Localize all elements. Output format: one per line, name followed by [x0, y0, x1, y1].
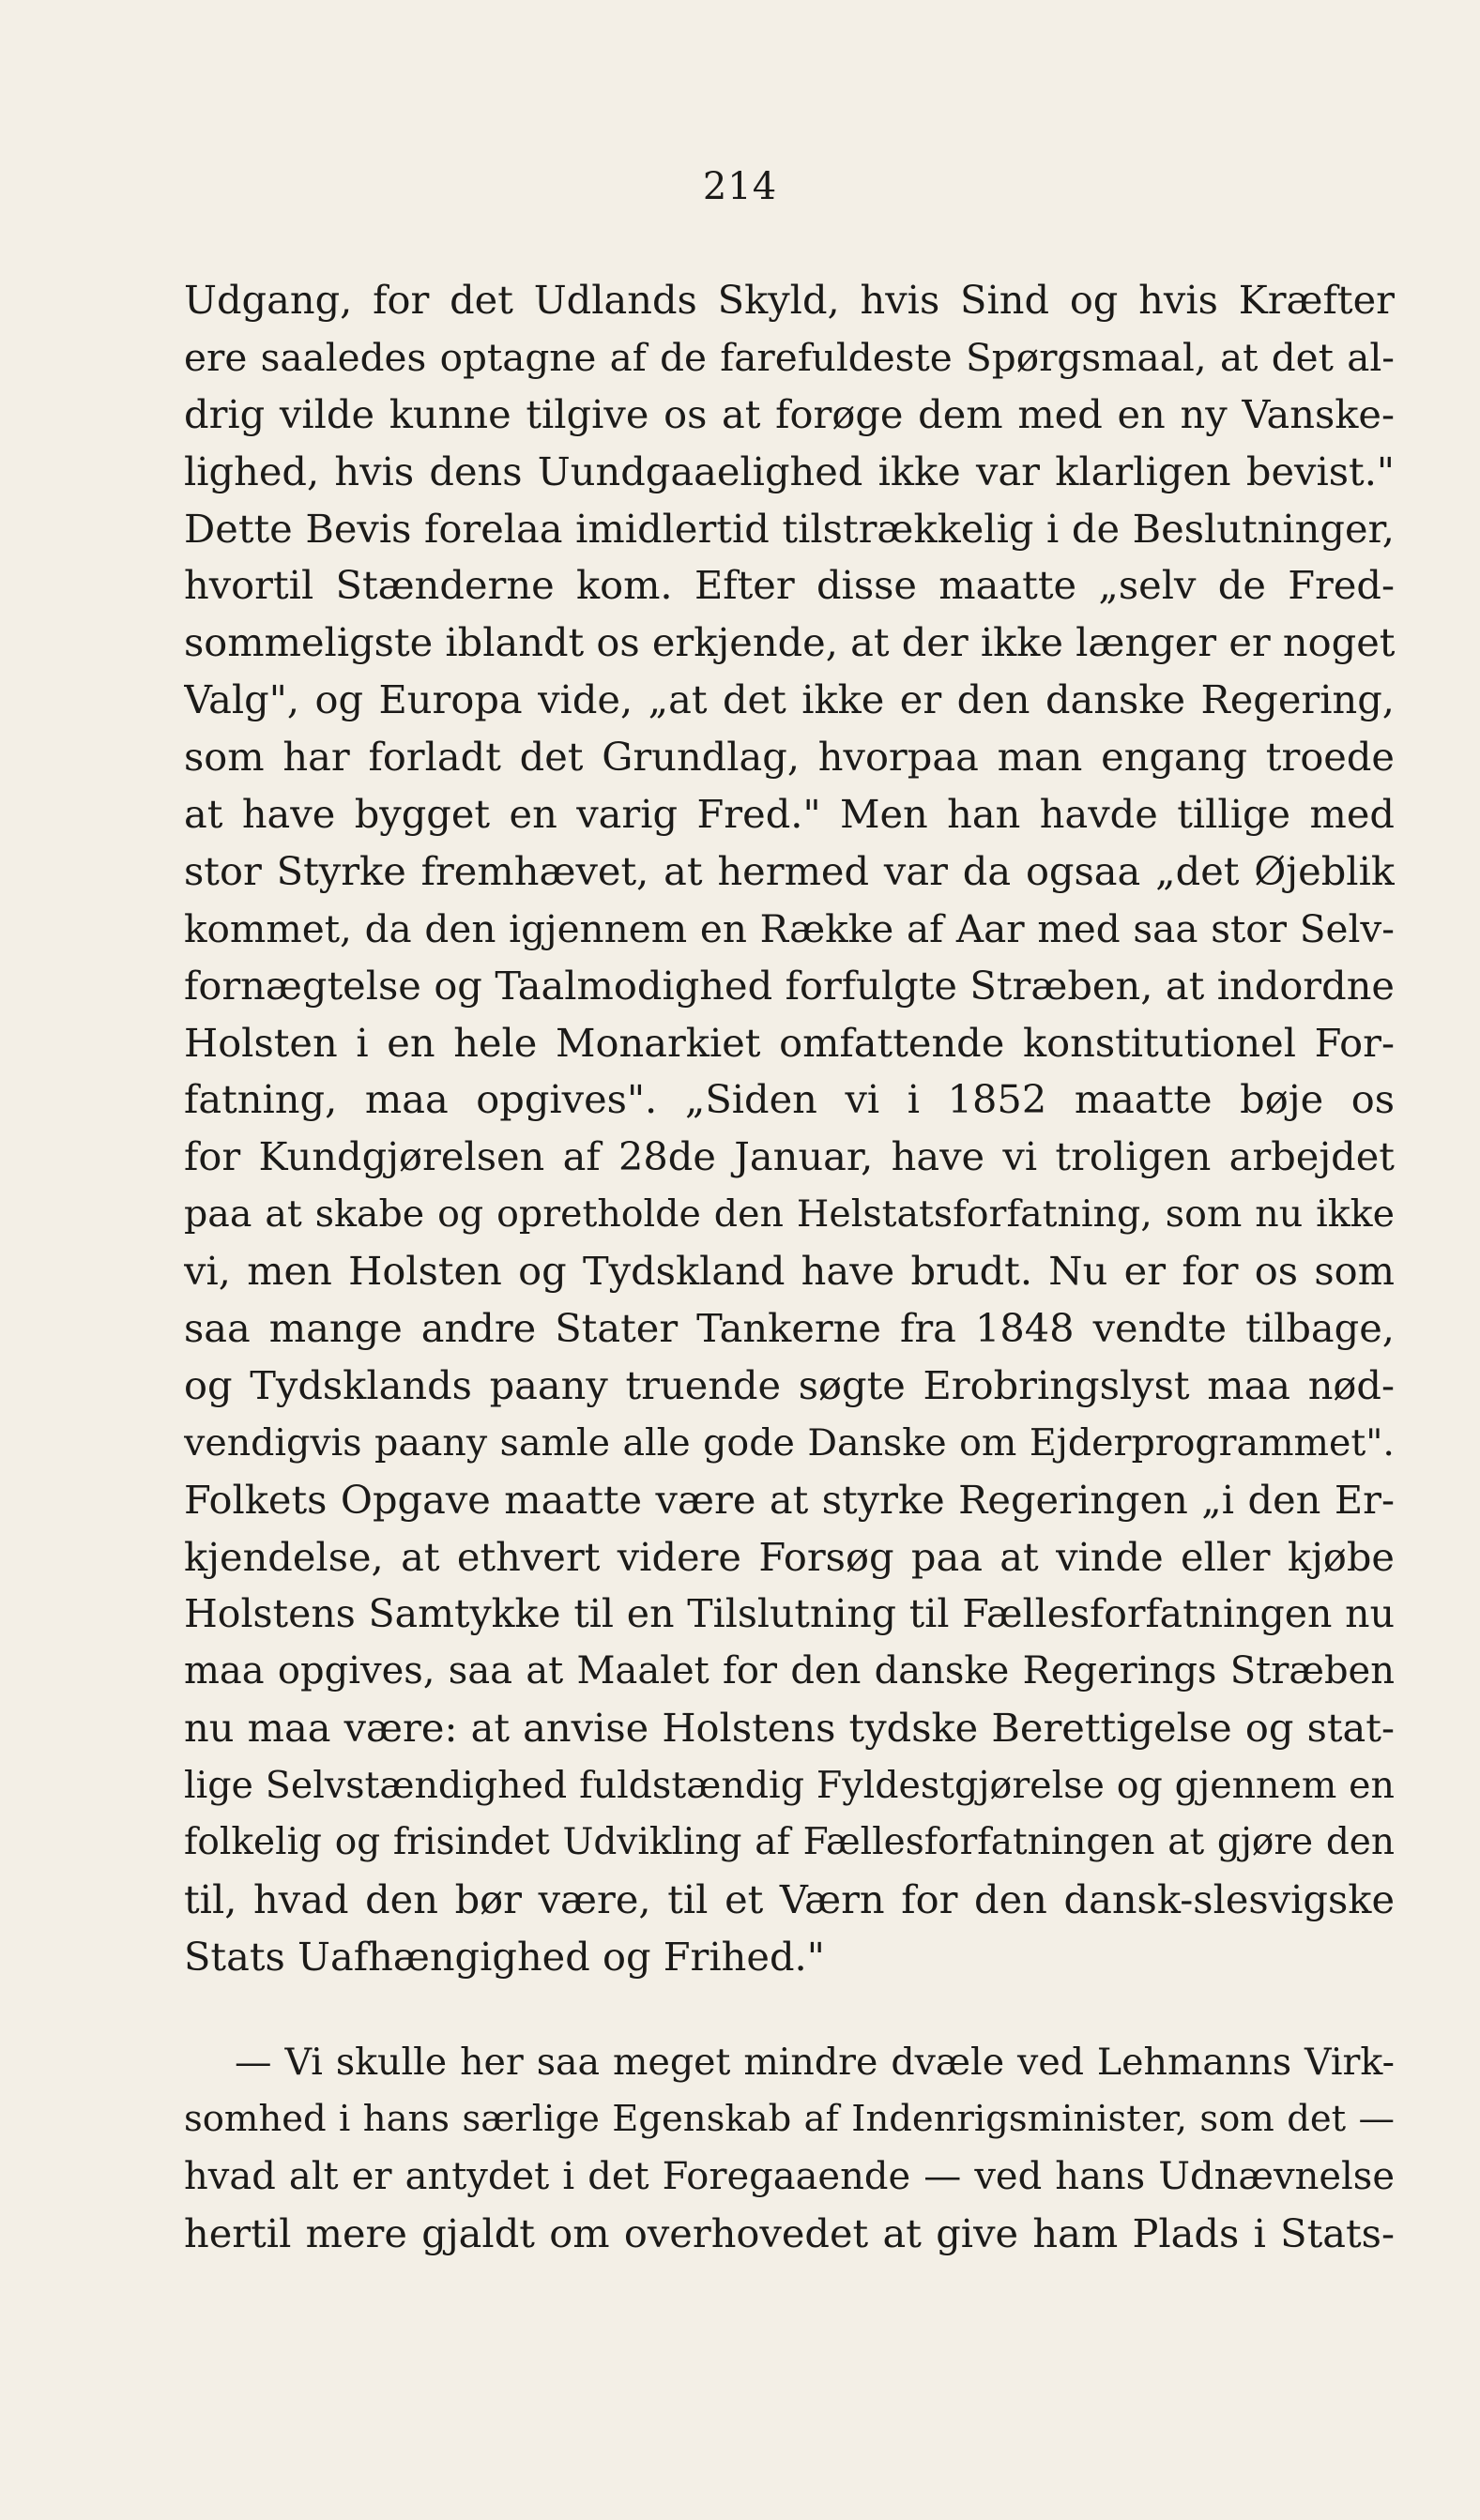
- text-line: folkelig og frisindet Udvikling af Fællesforfatningen at gjøre den: [184, 1821, 1395, 1864]
- text-line: som har forladt det Grundlag, hvorpaa man engang troede: [184, 734, 1395, 781]
- text-line: lige Selvstændighed fuldstændig Fyldestgjørelse og gjennem en: [184, 1764, 1395, 1808]
- text-line: kjendelse, at ethvert videre Forsøg paa at vinde eller kjøbe: [184, 1533, 1395, 1580]
- text-line: ere saaledes optagne af de farefuldeste Spørgsmaal, at det al-: [184, 334, 1395, 380]
- paragraph-2: [184, 2034, 1395, 2263]
- text-line: nu maa være: at anvise Holstens tydske Berettigelse og stat-: [184, 1705, 1395, 1752]
- text-line: fatning, maa opgives". „Siden vi i 1852 maatte bøje os: [184, 1076, 1395, 1123]
- text-line: sommeligste iblandt os erkjende, at der ikke længer er noget: [184, 619, 1395, 666]
- text-line: Dette Bevis forelaa imidlertid tilstrækkelig i de Beslutninger,: [184, 505, 1395, 552]
- text-line: Stats Uafhængighed og Frihed.": [184, 1933, 825, 1980]
- text-line: — Vi skulle her saa meget mindre dvæle ved Lehmanns Virk-: [235, 2041, 1395, 2084]
- text-line: Holstens Samtykke til en Tilslutning til Fællesforfatningen nu: [184, 1591, 1395, 1637]
- text-line: fornægtelse og Taalmodighed forfulgte Stræben, at indordne: [184, 962, 1395, 1009]
- text-line: vi, men Holsten og Tydskland have brudt. Nu er for os som: [184, 1248, 1395, 1295]
- text-line: lighed, hvis dens Uundgaaelighed ikke var klarligen bevist.": [184, 448, 1395, 494]
- paragraph-1: [184, 272, 1395, 1986]
- text-line: hvad alt er antydet i det Foregaaende — ved hans Udnævnelse: [184, 2154, 1395, 2198]
- text-line: Folkets Opgave maatte være at styrke Regeringen „i den Er-: [184, 1476, 1395, 1523]
- text-line: for Kundgjørelsen af 28de Januar, have vi troligen arbejdet: [184, 1133, 1395, 1180]
- text-line: stor Styrke fremhævet, at hermed var da ogsaa „det Øjeblik: [184, 847, 1395, 894]
- text-line: vendigvis paany samle alle gode Danske om Ejderprogrammet".: [184, 1420, 1395, 1465]
- text-line: somhed i hans særlige Egenskab af Indenrigsminister, som det —: [184, 2097, 1395, 2140]
- text-line: maa opgives, saa at Maalet for den danske Regerings Stræben: [184, 1649, 1395, 1693]
- text-line: drig vilde kunne tilgive os at forøge dem med en ny Vanske-: [184, 390, 1395, 437]
- text-line: til, hvad den bør være, til et Værn for den dansk-slesvigske: [184, 1875, 1395, 1922]
- text-line: at have bygget en varig Fred." Men han havde tillige med: [184, 791, 1395, 838]
- text-line: hertil mere gjaldt om overhovedet at give ham Plads i Stats-: [184, 2209, 1395, 2256]
- text-line: Valg", og Europa vide, „at det ikke er den danske Regering,: [184, 676, 1395, 723]
- text-line: saa mange andre Stater Tankerne fra 1848 vendte tilbage,: [184, 1305, 1395, 1352]
- text-line: og Tydsklands paany truende søgte Erobringslyst maa nød-: [184, 1361, 1395, 1408]
- text-line: Holsten i en hele Monarkiet omfattende konstitutionel For-: [184, 1019, 1395, 1066]
- text-line: paa at skabe og opretholde den Helstatsforfatning, som nu ikke: [184, 1192, 1395, 1237]
- page-number: 214: [702, 165, 778, 208]
- text-line: Udgang, for det Udlands Skyld, hvis Sind og hvis Kræfter: [184, 277, 1395, 323]
- text-line: hvortil Stænderne kom. Efter disse maatte „selv de Fred-: [184, 562, 1395, 609]
- text-line: kommet, da den igjennem en Række af Aar med saa stor Selv-: [184, 905, 1395, 951]
